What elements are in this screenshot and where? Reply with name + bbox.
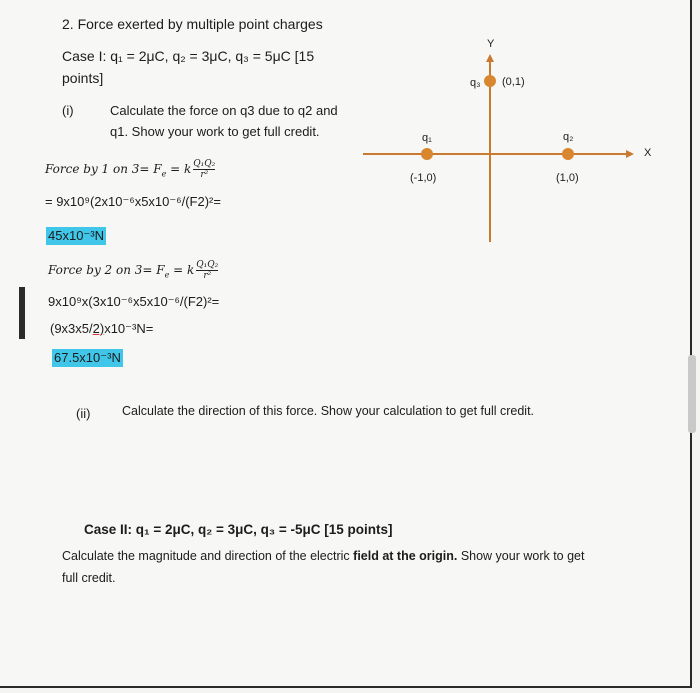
part-ii-text: Calculate the direction of this force. Show your calculation to get full credit.	[122, 404, 535, 418]
x-axis-label: X	[644, 147, 652, 159]
q1-label: q₁	[422, 132, 432, 144]
calc-step-3a: (9x3x5/	[50, 321, 93, 336]
x-axis-arrow-icon	[626, 150, 634, 158]
calc-step-2: 9x10⁹x(3x10⁻⁶x5x10⁻⁶/(F2)²=	[48, 294, 220, 309]
y-axis-arrow-icon	[486, 54, 494, 62]
result-force-23: 67.5x10⁻³N	[54, 350, 121, 365]
q3-charge-point	[484, 75, 496, 87]
force23-formula: Force by 2 on $3= F_e = k$ $\frac{\text{Q₁Q₂}}{\text{r²}}$	[48, 260, 219, 281]
q1-charge-point	[421, 148, 433, 160]
case1-line2: points]	[62, 70, 104, 86]
coulomb-fraction-1	[193, 159, 215, 180]
calc-step-3b: 2)	[92, 321, 105, 336]
fraction-denominator: r²	[200, 170, 209, 180]
fraction-denominator: r²	[203, 271, 212, 281]
case2-text-line2: full credit.	[62, 571, 116, 585]
q2-charge-point	[562, 148, 574, 160]
q2-label: q₂	[563, 131, 574, 143]
x-axis	[363, 153, 628, 155]
calc-step-3c: x10⁻³N=	[104, 321, 154, 336]
q2-coordinate: (1,0)	[556, 172, 579, 184]
force13-formula: Force by 1 on $3= F_e = k$ $\frac{\text{Q₁Q₂}}{\text{r²}}$	[45, 159, 216, 180]
calc-step-3	[50, 321, 153, 337]
right-scrollbar[interactable]	[688, 355, 696, 433]
y-axis	[489, 60, 491, 242]
case2-text-line1	[62, 549, 584, 563]
calc-step-1: = 9x10⁹(2x10⁻⁶x5x10⁻⁶/(F2)²=	[45, 194, 221, 209]
left-scroll-indicator[interactable]	[19, 287, 25, 339]
case1-line1: Case I: q₁ = 2μC, q₂ = 3μC, q₃ = 5μC [15	[62, 48, 315, 64]
fraction-numerator: Q₁Q₂	[193, 159, 216, 169]
coulomb-fraction-2	[196, 260, 218, 281]
q1-coordinate: (-1,0)	[410, 172, 437, 184]
q3-coordinate: (0,1)	[502, 76, 525, 88]
question-heading: 2. Force exerted by multiple point charges	[62, 16, 323, 32]
force23-eq: = k	[173, 263, 195, 277]
force13-eq: = k	[170, 162, 192, 176]
force13-label: Force by 1 on 3= F	[45, 162, 162, 176]
case2-text-bold: field at the origin.	[353, 549, 458, 563]
force23-label: Force by 2 on 3= F	[48, 263, 165, 277]
part-i-line2: q1. Show your work to get full credit.	[110, 124, 320, 139]
y-axis-label: Y	[487, 38, 495, 50]
part-ii-number: (ii)	[76, 406, 91, 421]
q3-label: q₃	[470, 77, 481, 89]
part-i-number: (i)	[62, 103, 74, 118]
part-i-line1: Calculate the force on q3 due to q2 and	[110, 103, 338, 118]
result-force-13: 45x10⁻³N	[48, 228, 104, 243]
case2-text-c: Show your work to get	[460, 549, 585, 563]
case2-text-a: Calculate the magnitude and direction of the electric	[62, 549, 350, 563]
case2-title: Case II: q₁ = 2μC, q₂ = 3μC, q₃ = -5μC [15 points]	[84, 522, 393, 537]
fraction-numerator: Q₁Q₂	[196, 260, 219, 270]
